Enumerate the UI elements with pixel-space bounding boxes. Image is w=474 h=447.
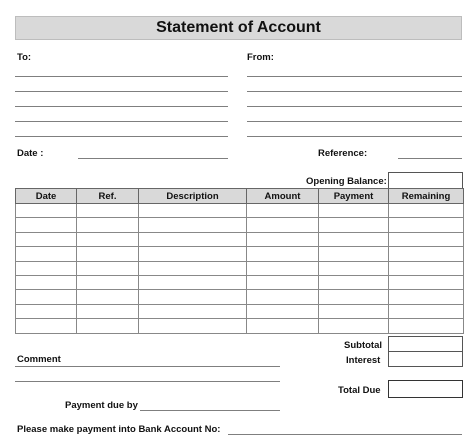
- bank-account-field[interactable]: [228, 434, 462, 435]
- cell[interactable]: [77, 319, 139, 333]
- to-line-4[interactable]: [15, 121, 228, 122]
- cell[interactable]: [247, 204, 319, 218]
- cell[interactable]: [139, 218, 247, 232]
- to-line-1[interactable]: [15, 76, 228, 77]
- table-row: [16, 232, 464, 246]
- cell[interactable]: [247, 218, 319, 232]
- cell[interactable]: [319, 218, 389, 232]
- cell[interactable]: [77, 290, 139, 304]
- table-row: [16, 275, 464, 289]
- column-header-description: Description: [139, 189, 247, 204]
- cell[interactable]: [247, 261, 319, 275]
- cell[interactable]: [247, 232, 319, 246]
- date-label: Date :: [17, 148, 44, 159]
- cell[interactable]: [16, 290, 77, 304]
- cell[interactable]: [139, 290, 247, 304]
- total-due-label: Total Due: [338, 385, 381, 396]
- cell[interactable]: [77, 218, 139, 232]
- cell[interactable]: [77, 304, 139, 318]
- from-label: From:: [247, 52, 274, 63]
- to-line-5[interactable]: [15, 136, 228, 137]
- cell[interactable]: [77, 261, 139, 275]
- comment-label: Comment: [17, 354, 61, 365]
- total-due-field[interactable]: [388, 380, 463, 398]
- column-header-amount: Amount: [247, 189, 319, 204]
- page-title: Statement of Account: [156, 19, 321, 36]
- cell[interactable]: [389, 275, 464, 289]
- table-row: [16, 247, 464, 261]
- cell[interactable]: [16, 232, 77, 246]
- cell[interactable]: [139, 232, 247, 246]
- cell[interactable]: [139, 304, 247, 318]
- cell[interactable]: [319, 304, 389, 318]
- cell[interactable]: [16, 261, 77, 275]
- table-row: [16, 290, 464, 304]
- table-row: [16, 218, 464, 232]
- statement-table: [15, 188, 464, 334]
- from-line-4[interactable]: [247, 121, 462, 122]
- date-field[interactable]: [78, 158, 228, 159]
- column-header-remaining: Remaining: [389, 189, 464, 204]
- cell[interactable]: [319, 319, 389, 333]
- cell[interactable]: [139, 275, 247, 289]
- cell[interactable]: [16, 275, 77, 289]
- from-line-3[interactable]: [247, 106, 462, 107]
- cell[interactable]: [247, 304, 319, 318]
- cell[interactable]: [16, 204, 77, 218]
- subtotal-field[interactable]: [388, 336, 463, 352]
- from-line-1[interactable]: [247, 76, 462, 77]
- reference-field[interactable]: [398, 158, 462, 159]
- table-row: [16, 304, 464, 318]
- opening-balance-label: Opening Balance:: [306, 176, 387, 187]
- cell[interactable]: [319, 247, 389, 261]
- cell[interactable]: [389, 290, 464, 304]
- cell[interactable]: [389, 261, 464, 275]
- cell[interactable]: [16, 218, 77, 232]
- cell[interactable]: [319, 275, 389, 289]
- cell[interactable]: [319, 204, 389, 218]
- column-header-date: Date: [16, 189, 77, 204]
- cell[interactable]: [247, 275, 319, 289]
- cell[interactable]: [247, 290, 319, 304]
- cell[interactable]: [16, 247, 77, 261]
- title-bar: [15, 16, 462, 40]
- cell[interactable]: [389, 204, 464, 218]
- table-row: [16, 261, 464, 275]
- bank-account-label: Please make payment into Bank Account No:: [17, 424, 221, 435]
- cell[interactable]: [139, 319, 247, 333]
- cell[interactable]: [139, 247, 247, 261]
- cell[interactable]: [389, 232, 464, 246]
- from-line-2[interactable]: [247, 91, 462, 92]
- to-label: To:: [17, 52, 32, 63]
- cell[interactable]: [77, 275, 139, 289]
- cell[interactable]: [16, 304, 77, 318]
- cell[interactable]: [389, 218, 464, 232]
- comment-line-1[interactable]: [15, 366, 280, 367]
- cell[interactable]: [319, 290, 389, 304]
- cell[interactable]: [389, 319, 464, 333]
- table-header-row: [16, 189, 464, 204]
- cell[interactable]: [247, 319, 319, 333]
- cell[interactable]: [319, 261, 389, 275]
- cell[interactable]: [77, 204, 139, 218]
- to-line-2[interactable]: [15, 91, 228, 92]
- interest-field[interactable]: [388, 351, 463, 367]
- payment-due-label: Payment due by: [65, 400, 138, 411]
- cell[interactable]: [247, 247, 319, 261]
- table-row: [16, 204, 464, 218]
- interest-label: Interest: [346, 355, 381, 366]
- subtotal-label: Subtotal: [344, 340, 382, 351]
- to-line-3[interactable]: [15, 106, 228, 107]
- payment-due-field[interactable]: [140, 410, 280, 411]
- reference-label: Reference:: [318, 148, 368, 159]
- cell[interactable]: [77, 232, 139, 246]
- cell[interactable]: [139, 261, 247, 275]
- column-header-ref: Ref.: [77, 189, 139, 204]
- opening-balance-field[interactable]: [388, 172, 463, 189]
- cell[interactable]: [389, 247, 464, 261]
- column-header-payment: Payment: [319, 189, 389, 204]
- cell[interactable]: [389, 304, 464, 318]
- from-line-5[interactable]: [247, 136, 462, 137]
- cell[interactable]: [319, 232, 389, 246]
- cell[interactable]: [16, 319, 77, 333]
- comment-line-2[interactable]: [15, 381, 280, 382]
- table-row: [16, 319, 464, 333]
- cell[interactable]: [77, 247, 139, 261]
- cell[interactable]: [139, 204, 247, 218]
